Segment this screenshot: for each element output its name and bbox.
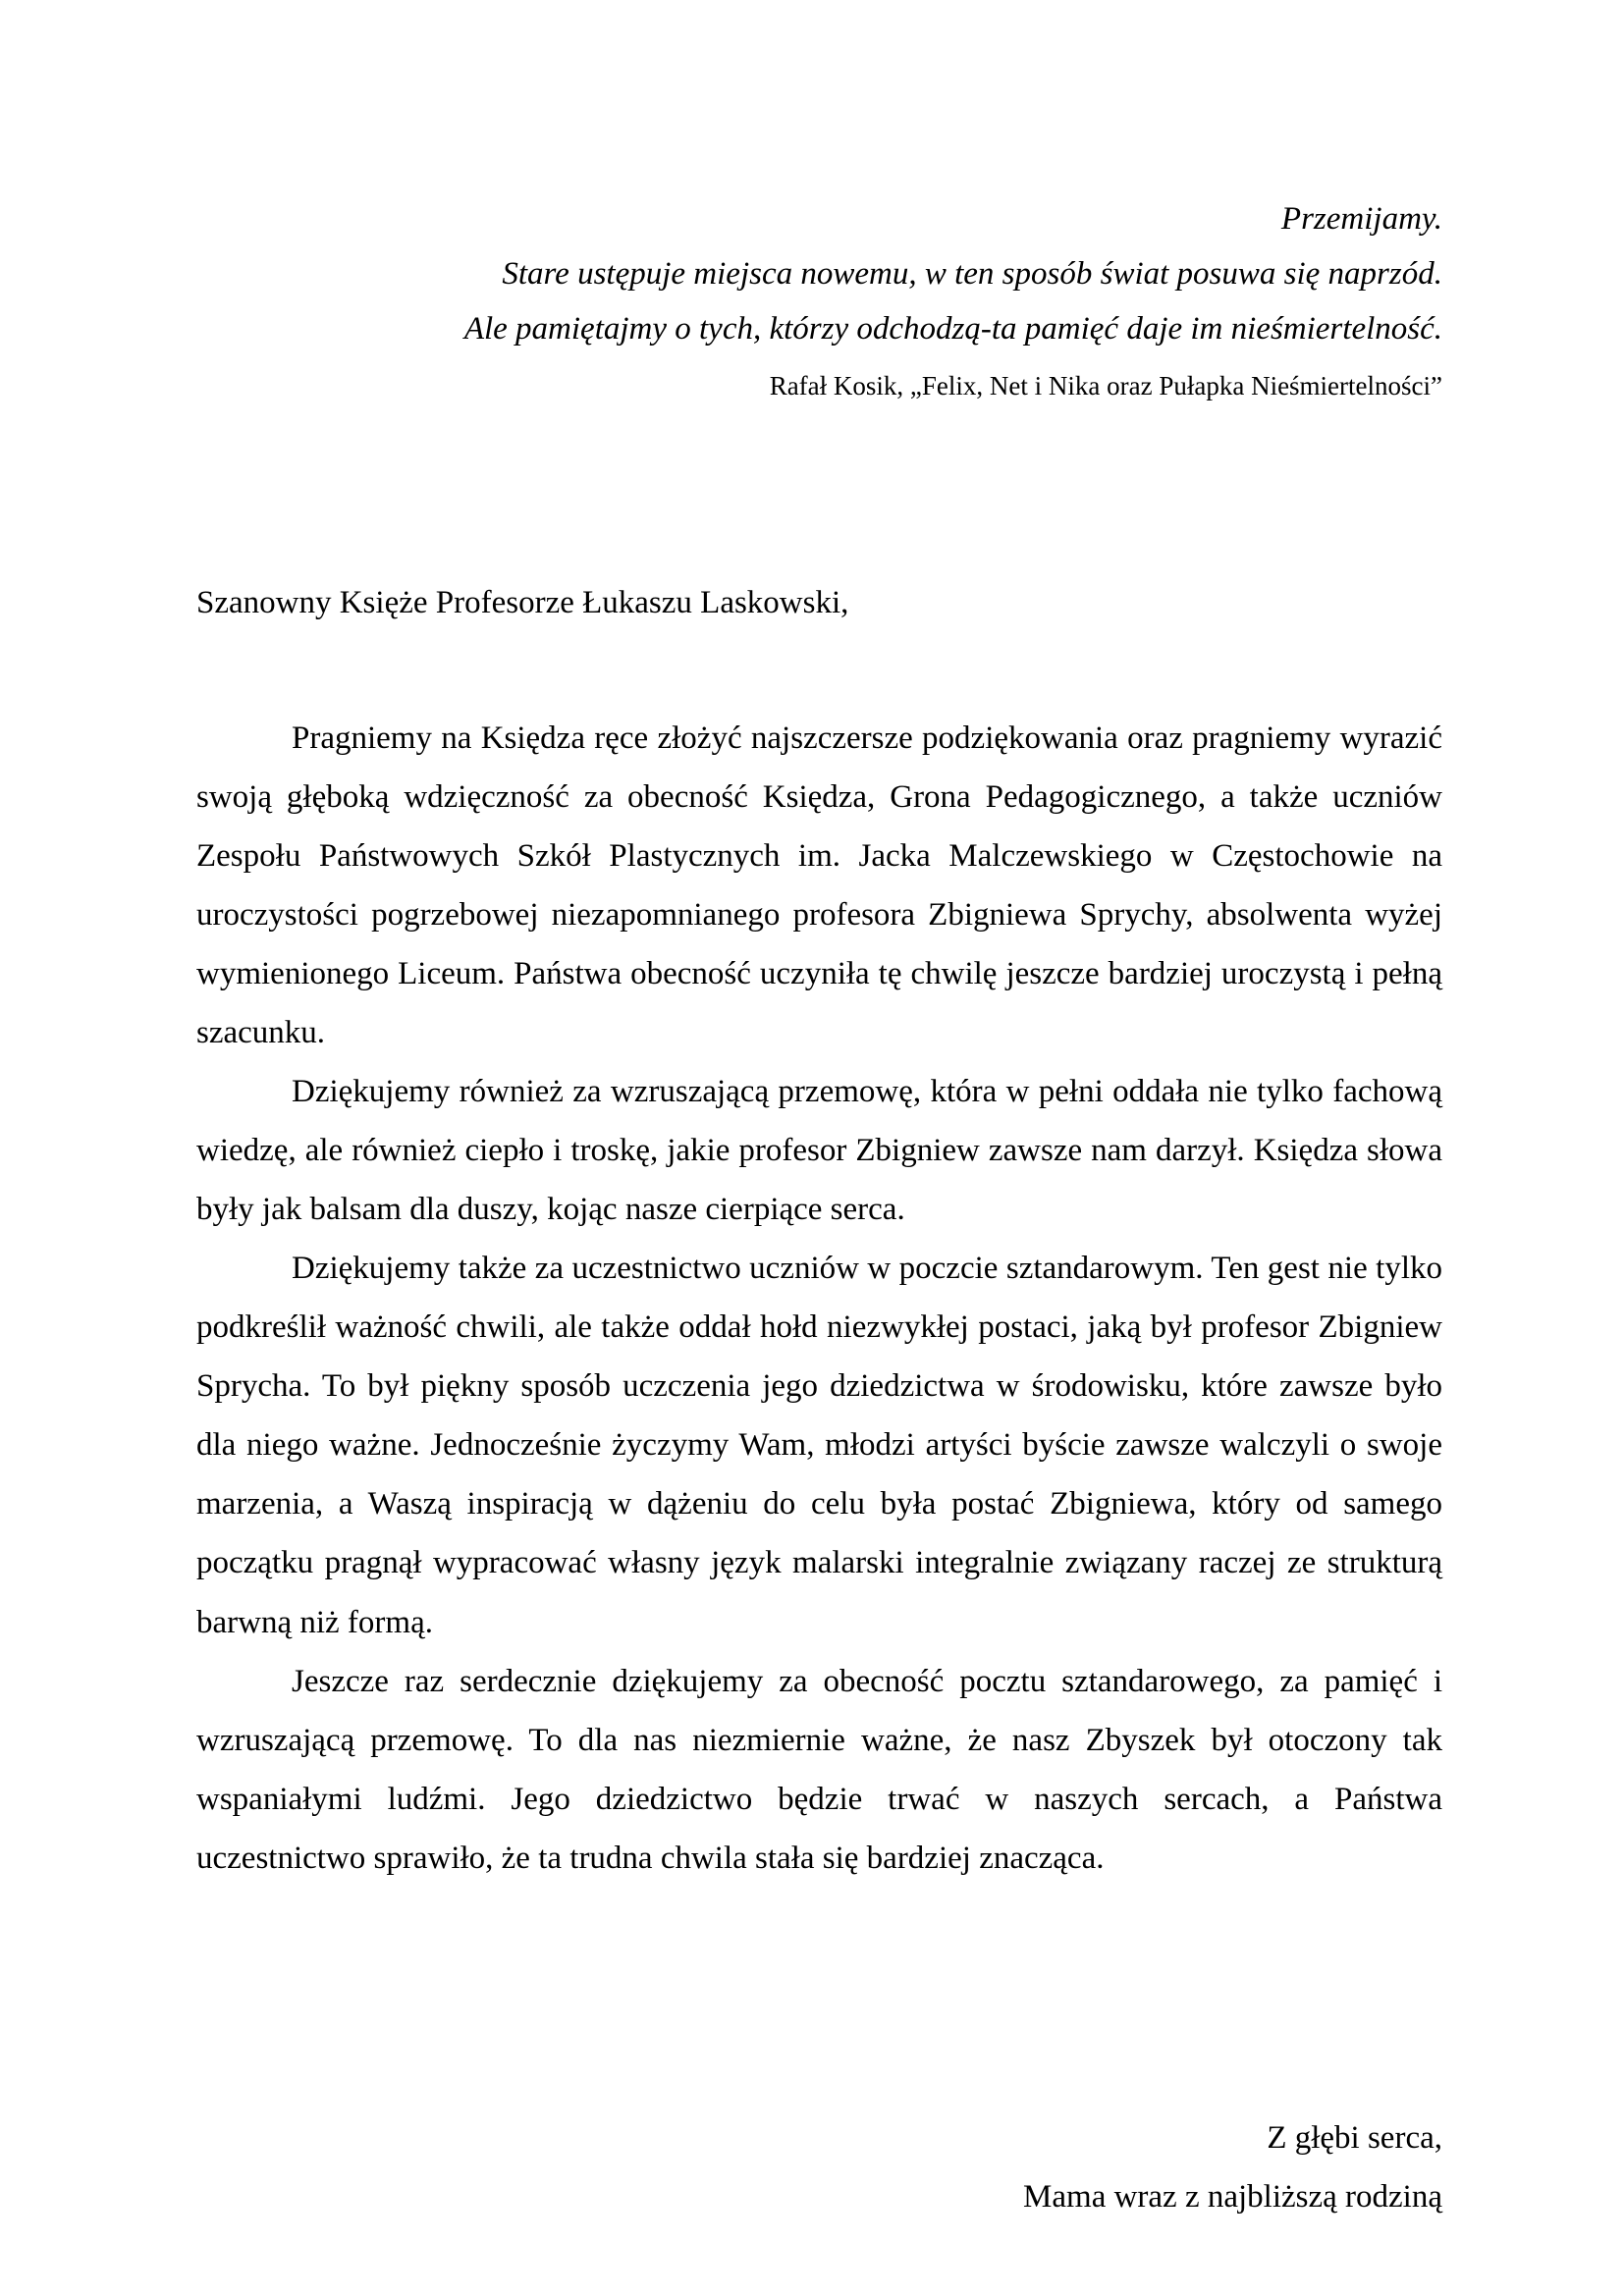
paragraph-1: Pragniemy na Księdza ręce złożyć najszczersze podziękowania oraz pragniemy wyrazić swoją głęboką wdzięczność za obecność Księdza, Grona Pedagogicznego, a także uczniów Zespołu Państwowych Szkół Plastycznych im. Jacka Malczewskiego w Częstochowie na uroczystości pogrzebowej niezapomnianego profesora Zbigniewa Sprychy, absolwenta wyżej wymienionego Liceum. Państwa obecność uczyniła tę chwilę jeszcze bardziej uroczystą i pełną szacunku.	[196, 720, 1442, 1051]
closing-line-1: Z głębi serca,	[1267, 2119, 1442, 2156]
salutation: Szanowny Księże Profesorze Łukaszu Laskowski,	[196, 584, 849, 620]
epigraph-line-2: Stare ustępuje miejsca nowemu, w ten sposób świat posuwa się naprzód.	[502, 256, 1442, 293]
epigraph-line-3: Ale pamiętajmy o tych, którzy odchodzą-ta pamięć daje im nieśmiertelność.	[463, 311, 1442, 347]
epigraph-line-1: Przemijamy.	[1280, 201, 1442, 237]
closing-block	[196, 2109, 1442, 2226]
letter-body	[196, 709, 1442, 1888]
epigraph	[196, 191, 1442, 406]
closing-line-2: Mama wraz z najbliższą rodziną	[1023, 2178, 1442, 2215]
paragraph-4: Jeszcze raz serdecznie dziękujemy za obecność pocztu sztandarowego, za pamięć i wzruszającą przemowę. To dla nas niezmiernie ważne, że nasz Zbyszek był otoczony tak wspaniałymi ludźmi. Jego dziedzictwo będzie trwać w naszych sercach, a Państwa uczestnictwo sprawiło, że ta trudna chwila stała się bardziej znacząca.	[196, 1663, 1442, 1876]
epigraph-attribution: Rafał Kosik, „Felix, Net i Nika oraz Pułapka Nieśmiertelności”	[769, 371, 1442, 401]
paragraph-2: Dziękujemy również za wzruszającą przemowę, która w pełni oddała nie tylko fachową wiedzę, ale również ciepło i troskę, jakie profesor Zbigniew zawsze nam darzył. Księdza słowa były jak balsam dla duszy, kojąc nasze cierpiące serca.	[196, 1074, 1442, 1228]
paragraph-3: Dziękujemy także za uczestnictwo uczniów w poczcie sztandarowym. Ten gest nie tylko podkreślił ważność chwili, ale także oddał hołd niezwykłej postaci, jaką był profesor Zbigniew Sprycha. To był piękny sposób uczczenia jego dziedzictwa w środowisku, które zawsze było dla niego ważne. Jednocześnie życzymy Wam, młodzi artyści byście zawsze walczyli o swoje marzenia, a Waszą inspiracją w dążeniu do celu była postać Zbigniewa, który od samego początku pragnął wypracować własny język malarski integralnie związany raczej ze strukturą barwną niż formą.	[196, 1251, 1442, 1640]
